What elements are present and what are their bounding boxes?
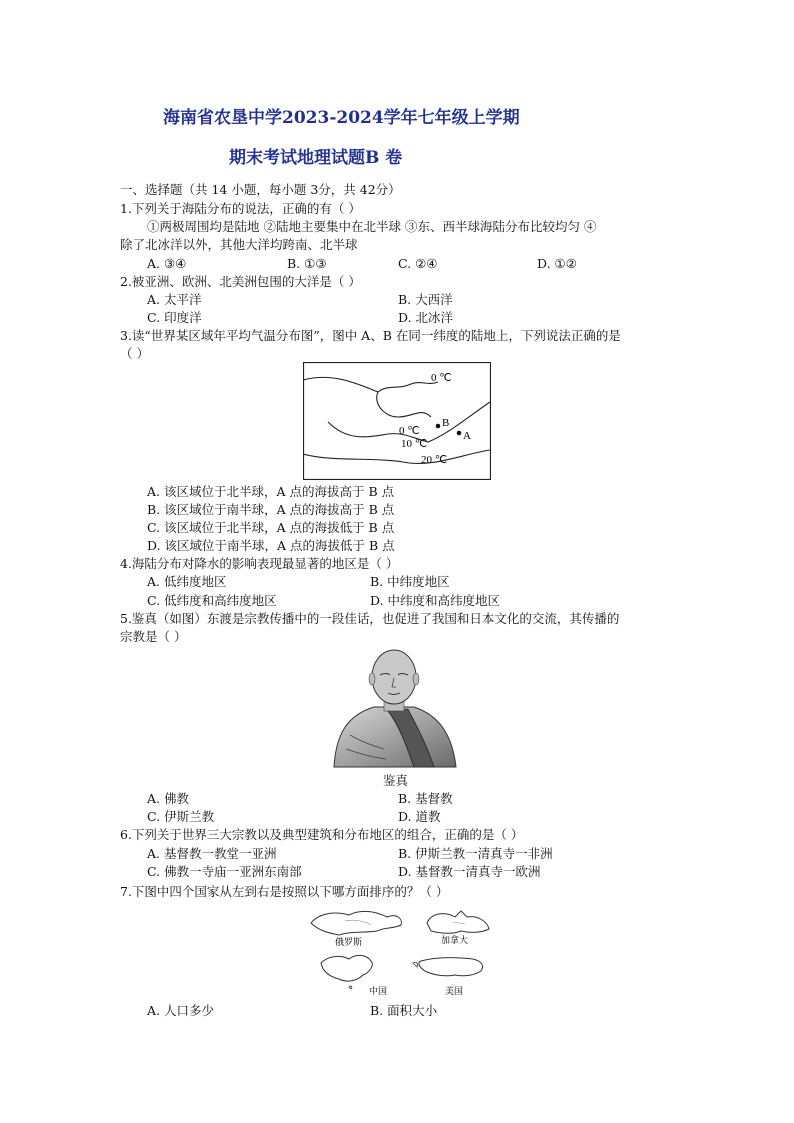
- country-outline-maps: [305, 903, 505, 1001]
- q2-option-a: A. 太平洋: [147, 292, 202, 307]
- map-label-top0: 0 ℃: [431, 372, 452, 384]
- q5-option-d: D. 道教: [398, 809, 441, 824]
- q5-stem: 5.鉴真（如图）东渡是宗教传播中的一段佳话，也促进了我国和日本文化的交流，其传播的: [120, 611, 620, 626]
- label-canada: 加拿大: [441, 936, 469, 946]
- q1-option-a: A. ③④: [147, 256, 187, 271]
- q4-option-c: C. 低纬度和高纬度地区: [147, 593, 277, 608]
- q3-option-b: B. 该区域位于南半球，A 点的海拔高于 B 点: [147, 502, 395, 517]
- q3-stem: 3.读“世界某区域年平均气温分布图”，图中 A、B 在同一纬度的陆地上，下列说法正确的是: [120, 328, 621, 343]
- q7-stem: 7.下图中四个国家从左到右是按照以下哪方面排序的？（ ）: [120, 884, 449, 899]
- point-a-marker: [457, 431, 462, 436]
- q2-option-c: C. 印度洋: [147, 310, 202, 325]
- q7-option-a: A. 人口多少: [147, 1003, 214, 1018]
- q1-option-b: B. ①③: [287, 256, 327, 271]
- q1-option-c: C. ②④: [398, 256, 438, 271]
- q6-option-b: B. 伊斯兰教一清真寺一非洲: [398, 846, 553, 861]
- q6-option-c: C. 佛教一寺庙一亚洲东南部: [147, 864, 302, 879]
- map-label-a: A: [463, 430, 471, 442]
- title-line-2: 期末考试地理试题B 卷: [229, 148, 403, 168]
- q3-option-c: C. 该区域位于北半球，A 点的海拔低于 B 点: [147, 520, 395, 535]
- q2-option-d: D. 北冰洋: [398, 310, 454, 325]
- q4-stem: 4.海陆分布对降水的影响表现最显著的地区是（ ）: [120, 556, 399, 571]
- q4-option-b: B. 中纬度地区: [370, 574, 450, 589]
- q3-stem-cont: （ ）: [120, 346, 149, 361]
- q1-statements-cont: 除了北冰洋以外，其他大洋均跨南、北半球: [120, 237, 358, 252]
- title-line-1: 海南省农垦中学2023-2024学年七年级上学期: [163, 108, 520, 128]
- label-china: 中国: [369, 987, 388, 997]
- q6-stem: 6.下列关于世界三大宗教以及典型建筑和分布地区的组合，正确的是（ ）: [120, 827, 524, 842]
- q5-figure-caption: 鉴真: [383, 773, 409, 788]
- map-label-20: 20 ℃: [421, 454, 448, 466]
- q1-option-d: D. ①②: [537, 256, 577, 271]
- q1-statements: ①两极周围均是陆地 ②陆地主要集中在北半球 ③东、西半球海陆分布比较均匀 ④: [147, 219, 597, 234]
- q2-stem: 2.被亚洲、欧洲、北美洲包围的大洋是（ ）: [120, 274, 361, 289]
- jianzhen-portrait: [330, 645, 458, 769]
- point-b-marker: [436, 424, 441, 429]
- q6-option-a: A. 基督教一教堂一亚洲: [147, 846, 277, 861]
- q7-option-b: B. 面积大小: [370, 1003, 438, 1018]
- q3-option-a: A. 该区域位于北半球，A 点的海拔高于 B 点: [147, 484, 395, 499]
- q4-option-a: A. 低纬度地区: [147, 574, 227, 589]
- q3-option-d: D. 该区域位于南半球，A 点的海拔低于 B 点: [147, 538, 395, 553]
- map-label-b: B: [442, 417, 450, 429]
- q4-option-d: D. 中纬度和高纬度地区: [370, 593, 501, 608]
- temperature-map: [303, 362, 491, 480]
- q2-option-b: B. 大西洋: [398, 292, 453, 307]
- label-usa: 美国: [445, 987, 464, 997]
- map-label-mid0: 0 ℃: [399, 425, 420, 437]
- label-russia: 俄罗斯: [335, 938, 363, 948]
- section-header: 一、选择题（共 14 小题，每小题 3分，共 42分）: [120, 182, 401, 197]
- map-label-10: 10 ℃: [401, 438, 428, 450]
- q1-stem: 1.下列关于海陆分布的说法，正确的有（ ）: [120, 201, 361, 216]
- q5-option-c: C. 伊斯兰教: [147, 809, 215, 824]
- q5-stem-cont: 宗教是（ ）: [120, 629, 187, 644]
- q5-option-b: B. 基督教: [398, 791, 453, 806]
- q5-option-a: A. 佛教: [147, 791, 189, 806]
- q6-option-d: D. 基督教一清真寺一欧洲: [398, 864, 541, 879]
